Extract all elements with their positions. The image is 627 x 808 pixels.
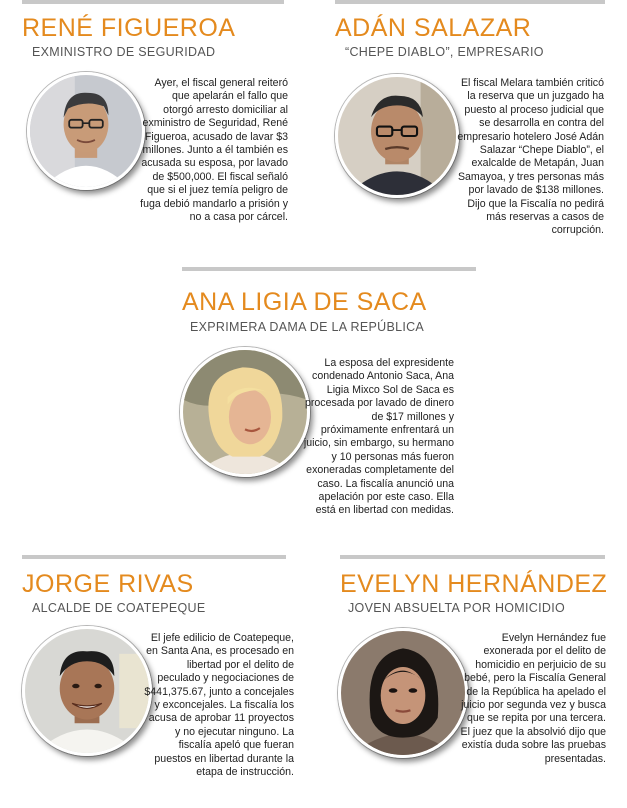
divider-rule [335, 0, 605, 4]
portrait-jorge-rivas-icon [22, 626, 152, 756]
divider-rule [22, 555, 286, 559]
portrait-rene-figueroa-icon [27, 72, 145, 190]
portrait-evelyn-hernandez-icon [338, 628, 468, 758]
portrait-adan-salazar-icon [335, 74, 459, 198]
profile-role-ana-ligia-de-saca: EXPRIMERA DAMA DE LA REPÚBLICA [190, 320, 425, 334]
portrait-figure [30, 75, 142, 187]
profile-name-adan-salazar: ADÁN SALAZAR [335, 14, 532, 42]
profile-name-jorge-rivas: JORGE RIVAS [22, 570, 194, 598]
profile-text-adan-salazar: El fiscal Melara también criticó la reserva que un juzgado ha puesto al proceso judicial que se desarrolla en contra del empresario hotelero José Adán Salazar “Chepe Diablo”, el exalcalde de Metapán, Juan Samayoa, y tres personas más por lavado de $138 millones. Dijo que la Fiscalía no pedirá más reservas a casos de corrupción. [457, 77, 604, 237]
profile-role-jorge-rivas: ALCALDE DE COATEPEQUE [32, 601, 206, 615]
profile-text-rene-figueroa: Ayer, el fiscal general reiteró que apelarán el fallo que otorgó arresto domiciliar al exministro de Seguridad, René Figueroa, acusado de lavar $3 millones. Junto a él también es acusada su esposa, por lavado de $500,000. El fiscal señaló que si el juez temía peligro de fuga debió mandarlo a prisión y no a casa por cárcel. [140, 77, 288, 224]
portrait-ana-ligia-de-saca-icon [180, 347, 310, 477]
portrait-figure [338, 77, 456, 195]
divider-rule [182, 267, 476, 271]
profile-role-rene-figueroa: EXMINISTRO DE SEGURIDAD [32, 45, 216, 59]
profile-role-adan-salazar: “CHEPE DIABLO”, EMPRESARIO [345, 45, 544, 59]
divider-rule [22, 0, 284, 4]
portrait-figure [341, 631, 465, 755]
divider-rule [340, 555, 605, 559]
profile-name-evelyn-hernandez: EVELYN HERNÁNDEZ [340, 570, 608, 598]
portrait-figure [25, 629, 149, 753]
portrait-figure [183, 350, 307, 474]
profile-role-evelyn-hernandez: JOVEN ABSUELTA POR HOMICIDIO [348, 601, 566, 615]
profile-text-ana-ligia-de-saca: La esposa del expresidente condenado Antonio Saca, Ana Ligia Mixco Sol de Saca es procesada por lavado de dinero de $17 millones y próximamente enfrentará un juicio, sin embargo, su hermano y 10 personas más fueron exoneradas completamente del caso. La fiscalía anunció una apelación por este caso. Ella está en libertad con medidas. [303, 357, 454, 517]
profile-text-evelyn-hernandez: Evelyn Hernández fue exonerada por el delito de homicidio en perjuicio de su bebé, pero la Fiscalía General de la República ha apelado el juicio por segunda vez y busca que se repita por una tercera. El juez que la absolvió dijo que existía duda sobre las pruebas presentadas. [460, 632, 606, 765]
profile-name-ana-ligia-de-saca: ANA LIGIA DE SACA [182, 288, 427, 316]
profile-text-jorge-rivas: El jefe edilicio de Coatepeque, en Santa Ana, es procesado en libertad por el delito de peculado y negociaciones de $441,375.67, junto a concejales y exconcejales. La fiscalía los acusa de aprobar 11 proyectos y no ejecutar ninguno. La fiscalía apeló que fueran puestos en libertad durante la etapa de instrucción. [144, 632, 294, 779]
profile-name-rene-figueroa: RENÉ FIGUEROA [22, 14, 236, 42]
